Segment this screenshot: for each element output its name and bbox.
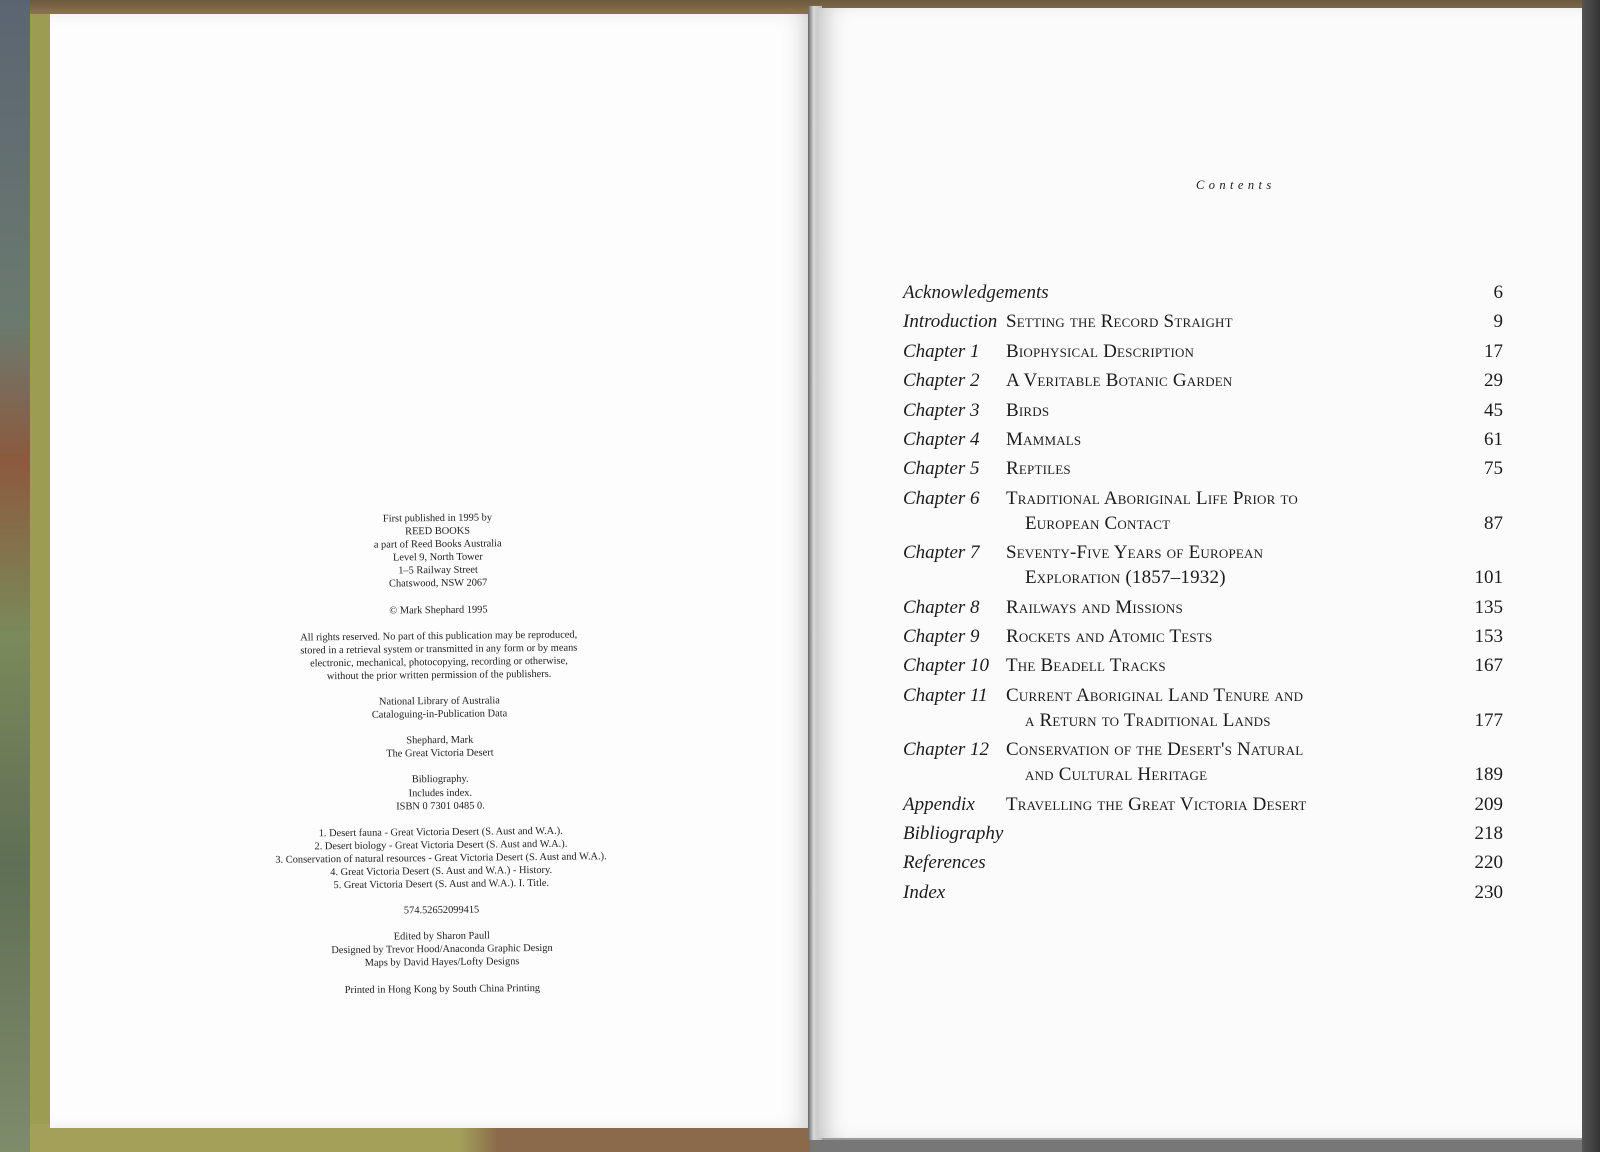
imprint-line: First published in 1995 by (382, 512, 493, 525)
toc-entry-title: Conservation of the Desert's Natural (1006, 739, 1304, 761)
book-cover-right-edge (1582, 0, 1600, 1152)
toc-entry-title-continued: Exploration (1857–1932) (1025, 567, 1226, 589)
imprint-line: 2. Desert biology - Great Victoria Desert (S. Aust and W.A.). (314, 838, 568, 853)
toc-entry-title: Mammals (1006, 429, 1082, 450)
bibliography-block (190, 771, 690, 816)
imprint-line: The Great Victoria Desert (386, 747, 494, 760)
toc-entry-page-number: 6 (1493, 282, 1503, 303)
toc-entry-page-number: 189 (1474, 764, 1503, 786)
toc-entry-title: The Beadell Tracks (1006, 655, 1166, 677)
imprint-line: 5. Great Victoria Desert (S. Aust and W.A.). I. Title. (333, 877, 550, 892)
copyright-line: © Mark Shephard 1995 (389, 604, 488, 617)
toc-entry-title-continued: a Return to Traditional Lands (1025, 709, 1271, 731)
toc-entry-page-number: 220 (1474, 852, 1503, 874)
printer-line: Printed in Hong Kong by South China Printing (344, 982, 541, 996)
toc-entry-label: Chapter 6 (903, 487, 980, 509)
imprint-line: Includes index. (408, 787, 473, 799)
imprint-line: stored in a retrieval system or transmitted in any form or by means (300, 642, 578, 657)
toc-entry-page-number: 75 (1484, 458, 1503, 480)
imprint-line: Chatswood, NSW 2067 (388, 577, 488, 590)
toc-entry-title: Railways and Missions (1006, 596, 1183, 618)
toc-entry-label: Chapter 12 (903, 739, 990, 761)
toc-entry-label: Chapter 3 (903, 399, 980, 421)
imprint-text (187, 509, 692, 1011)
imprint-line: Designed by Trevor Hood/Anaconda Graphic Design (331, 943, 553, 957)
toc-entry-page-number: 230 (1474, 881, 1503, 903)
imprint-line: REED BOOKS (405, 525, 471, 538)
dewey-number: 574.52652099415 (403, 904, 480, 917)
imprint-line: 3. Conservation of natural resources - Great Victoria Desert (S. Aust and W.A.). (275, 851, 607, 866)
toc-entry-title: Rockets and Atomic Tests (1006, 626, 1213, 647)
toc-entry-title-continued: and Cultural Heritage (1025, 764, 1208, 786)
toc-entry-title: Birds (1006, 399, 1050, 421)
toc-entry-label: Appendix (903, 793, 975, 815)
toc-entry-page-number: 101 (1474, 567, 1503, 589)
toc-entry-label: Chapter 7 (903, 542, 980, 564)
imprint-line: National Library of Australia (378, 695, 500, 708)
toc-entry-title: Reptiles (1006, 458, 1071, 480)
toc-entry-label: Acknowledgements (903, 282, 1049, 303)
toc-entry-label: Chapter 9 (903, 626, 980, 647)
imprint-line: All rights reserved. No part of this publication may be reproduced, (300, 629, 578, 644)
book-cover-bottom-edge-right (810, 1140, 1600, 1152)
imprint-line: a part of Reed Books Australia (373, 538, 502, 551)
toc-entry-label: Chapter 10 (903, 655, 990, 677)
imprint-line: electronic, mechanical, photocopying, recording or otherwise, (310, 655, 568, 670)
toc-entry-page-number: 167 (1474, 655, 1503, 677)
toc-entry-label: Bibliography (903, 823, 1004, 844)
toc-entry-page-number: 218 (1474, 823, 1503, 844)
contents-heading: Contents (1196, 178, 1276, 192)
imprint-line: Cataloguing-in-Publication Data (371, 708, 508, 721)
toc-entry-label: Chapter 5 (903, 458, 980, 480)
toc-entry-page-number: 17 (1484, 340, 1503, 362)
toc-entry-title-continued: European Contact (1025, 512, 1171, 534)
toc-entry-label: Chapter 2 (903, 370, 980, 392)
imprint-line: Level 9, North Tower (392, 551, 483, 564)
toc-entry-title: Travelling the Great Victoria Desert (1006, 793, 1307, 815)
subjects-block (191, 823, 692, 894)
imprint-line: ISBN 0 7301 0485 0. (396, 800, 485, 813)
credits-block (192, 928, 692, 973)
toc-entry-page-number: 45 (1484, 399, 1503, 421)
toc-entry-page-number: 9 (1493, 311, 1503, 333)
toc-entry-title: Traditional Aboriginal Life Prior to (1006, 487, 1298, 509)
author-block (190, 732, 690, 763)
toc-entry-page-number: 29 (1484, 370, 1503, 392)
imprint-line: 1–5 Railway Street (398, 564, 478, 577)
toc-entry-title: A Veritable Botanic Garden (1006, 370, 1233, 392)
imprint-line: 1. Desert fauna - Great Victoria Desert (S. Aust and W.A.). (318, 825, 563, 839)
toc-entry-title: Setting the Record Straight (1006, 311, 1233, 333)
imprint-line: Edited by Sharon Paull (393, 930, 490, 943)
toc-entry-page-number: 87 (1484, 512, 1503, 534)
rights-block (189, 627, 690, 685)
imprint-line: Shephard, Mark (406, 734, 474, 747)
toc-entry-label: Index (903, 881, 946, 903)
toc-entry-page-number: 177 (1474, 709, 1503, 731)
toc-entry-label: References (903, 852, 986, 874)
toc-entry-title: Current Aboriginal Land Tenure and (1006, 684, 1304, 706)
toc-entry-page-number: 209 (1474, 793, 1503, 815)
toc-entry-label: Chapter 1 (903, 340, 980, 362)
toc-entry-label: Chapter 8 (903, 596, 980, 618)
toc-entry-page-number: 61 (1484, 429, 1503, 450)
publisher-block (187, 509, 688, 593)
toc-entry-label: Chapter 4 (903, 429, 980, 450)
nla-block (189, 692, 689, 723)
toc-entry-title: Seventy-Five Years of European (1006, 542, 1264, 564)
imprint-line: 4. Great Victoria Desert (S. Aust and W.A.) - History. (330, 864, 553, 879)
toc-entry-page-number: 153 (1474, 626, 1503, 647)
imprint-line: Maps by David Hayes/Lofty Designs (364, 956, 520, 970)
toc-entry-label: Chapter 11 (903, 684, 988, 706)
imprint-line: Bibliography. (411, 774, 469, 786)
imprint-line: without the prior written permission of the publishers. (326, 668, 552, 683)
toc-entry-page-number: 135 (1474, 596, 1503, 618)
book-cover-bottom-edge (30, 1124, 810, 1152)
toc-entry-title: Biophysical Description (1006, 340, 1195, 362)
toc-entry-label: Introduction (903, 311, 998, 333)
